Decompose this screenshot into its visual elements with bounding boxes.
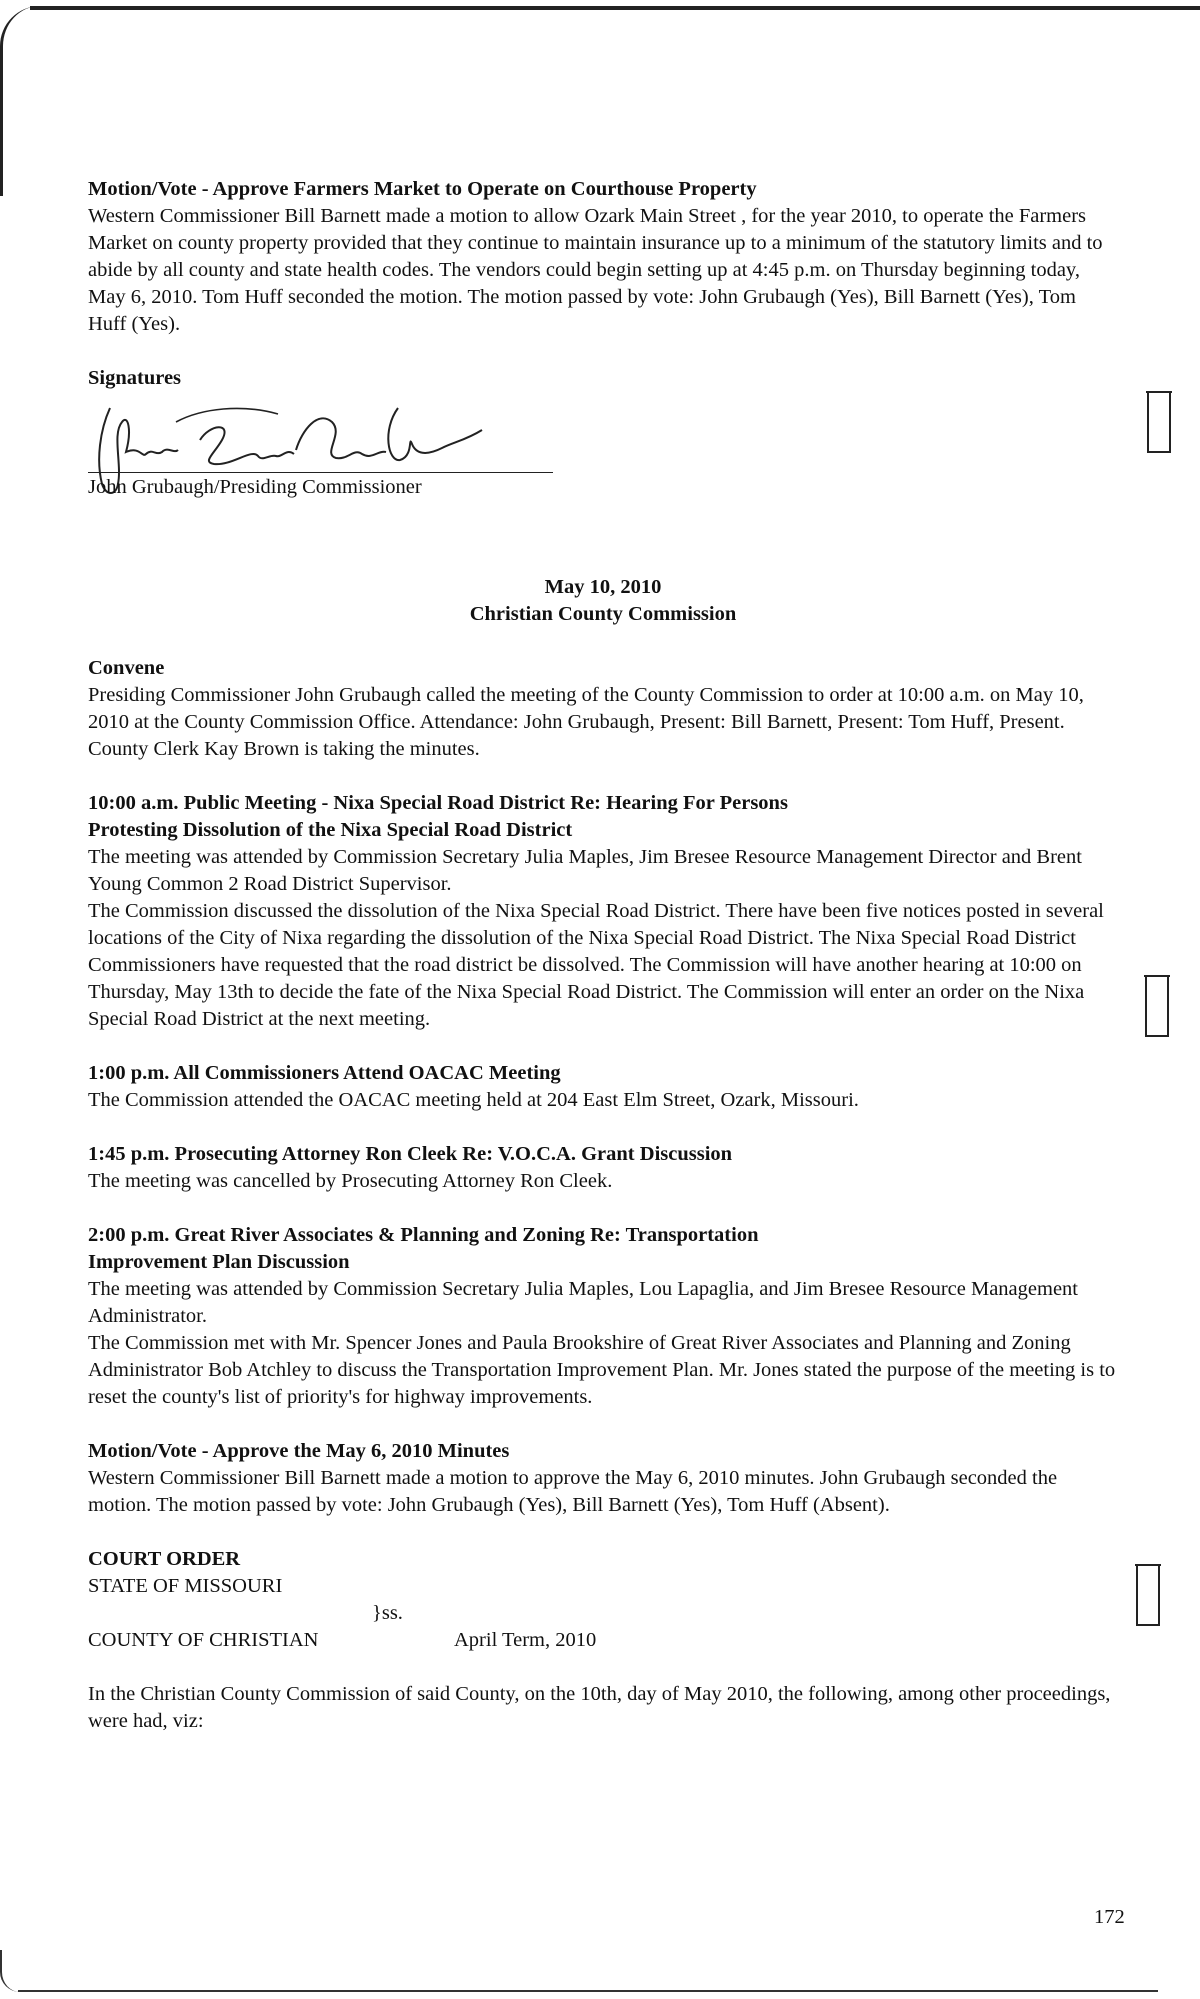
document-body bbox=[88, 176, 1118, 1735]
transport-discussion: The Commission met with Mr. Spencer Jones and Paula Brookshire of Great River Associates and Planning and Zoning Administrator Bob Atchley to discuss the Transportation Improvement Plan. Mr. Jones stated the purpose of the meeting is to reset the county's list of priority's for highway improvements. bbox=[88, 1332, 1116, 1408]
motion1-heading: Motion/Vote - Approve Farmers Market to Operate on Courthouse Property bbox=[88, 178, 757, 200]
signature-block bbox=[88, 400, 1118, 510]
motion2-body: Western Commissioner Bill Barnett made a motion to approve the May 6, 2010 minutes. John Grubaugh seconded the motion. The motion passed by vote: John Grubaugh (Yes), Bill Barnett (Yes), Tom Huff (Absent). bbox=[88, 1467, 1058, 1516]
tab-marker-1 bbox=[1147, 393, 1171, 453]
signatures-heading: Signatures bbox=[88, 367, 182, 389]
court-order-heading: COURT ORDER bbox=[88, 1548, 241, 1570]
transport-heading-line2: Improvement Plan Discussion bbox=[88, 1251, 350, 1273]
court-order-ss: }ss. bbox=[372, 1602, 403, 1624]
transport-heading-line1: 2:00 p.m. Great River Associates & Planning and Zoning Re: Transportation bbox=[88, 1224, 759, 1246]
convene-body: Presiding Commissioner John Grubaugh called the meeting of the County Commission to order at 10:00 a.m. on May 10, 2010 at the County Commission Office. Attendance: John Grubaugh, Present: Bill Barnett, Present: Tom Huff, Present. County Clerk Kay Brown is taking the minutes. bbox=[88, 684, 1084, 760]
tab-marker-2 bbox=[1145, 977, 1169, 1037]
bottom-border-line bbox=[18, 1990, 1158, 1992]
motion1-body: Western Commissioner Bill Barnett made a motion to allow Ozark Main Street , for the year 2010, to operate the Farmers Market on county property provided that they continue to maintain insurance up to a minimum of the statutory limits and to abide by all county and state health codes. The vendors could begin setting up at 4:45 p.m. on Thursday beginning today, May 6, 2010. Tom Huff seconded the motion. The motion passed by vote: John Grubaugh (Yes), Bill Barnett (Yes), Tom Huff (Yes). bbox=[88, 205, 1103, 335]
page-number: 172 bbox=[1094, 1906, 1125, 1928]
signature-line bbox=[88, 472, 553, 473]
nixa-heading-line1: 10:00 a.m. Public Meeting - Nixa Special Road District Re: Hearing For Persons bbox=[88, 792, 788, 814]
nixa-discussion: The Commission discussed the dissolution of the Nixa Special Road District. There have been five notices posted in several locations of the City of Nixa regarding the dissolution of the Nixa Special Road District. The Nixa Special Road District Commissioners have requested that the road district be dissolved. The Commission will have another hearing at 10:00 on Thursday, May 13th to decide the fate of the Nixa Special Road District. The Commission will enter an order on the Nixa Special Road District at the next meeting. bbox=[88, 900, 1104, 1030]
court-order-term: April Term, 2010 bbox=[454, 1629, 597, 1651]
motion2-heading: Motion/Vote - Approve the May 6, 2010 Minutes bbox=[88, 1440, 510, 1462]
signature-caption: John Grubaugh/Presiding Commissioner bbox=[88, 476, 422, 498]
court-order-county-row bbox=[88, 1627, 1118, 1654]
court-order-county: COUNTY OF CHRISTIAN bbox=[88, 1629, 319, 1651]
court-order-state: STATE OF MISSOURI bbox=[88, 1575, 283, 1597]
voca-heading: 1:45 p.m. Prosecuting Attorney Ron Cleek Re: V.O.C.A. Grant Discussion bbox=[88, 1143, 733, 1165]
bottom-left-corner-curve bbox=[0, 1950, 26, 1992]
meeting-date: May 10, 2010 bbox=[544, 576, 662, 598]
meeting-body-name: Christian County Commission bbox=[469, 603, 737, 625]
top-border-line bbox=[30, 6, 1200, 10]
oacac-body: The Commission attended the OACAC meeting held at 204 East Elm Street, Ozark, Missouri. bbox=[88, 1089, 859, 1111]
convene-heading: Convene bbox=[88, 657, 165, 679]
nixa-attendance: The meeting was attended by Commission Secretary Julia Maples, Jim Bresee Resource Management Director and Brent Young Common 2 Road District Supervisor. bbox=[88, 846, 1082, 895]
voca-body: The meeting was cancelled by Prosecuting Attorney Ron Cleek. bbox=[88, 1170, 613, 1192]
top-left-corner-curve bbox=[0, 6, 43, 196]
court-order-ss-row bbox=[88, 1600, 1118, 1627]
transport-attendance: The meeting was attended by Commission Secretary Julia Maples, Lou Lapaglia, and Jim Bresee Resource Management Administrator. bbox=[88, 1278, 1078, 1327]
nixa-heading-line2: Protesting Dissolution of the Nixa Special Road District bbox=[88, 819, 573, 841]
oacac-heading: 1:00 p.m. All Commissioners Attend OACAC Meeting bbox=[88, 1062, 561, 1084]
tab-marker-3 bbox=[1136, 1566, 1160, 1626]
court-order-body: In the Christian County Commission of said County, on the 10th, day of May 2010, the following, among other proceedings, were had, viz: bbox=[88, 1683, 1111, 1732]
